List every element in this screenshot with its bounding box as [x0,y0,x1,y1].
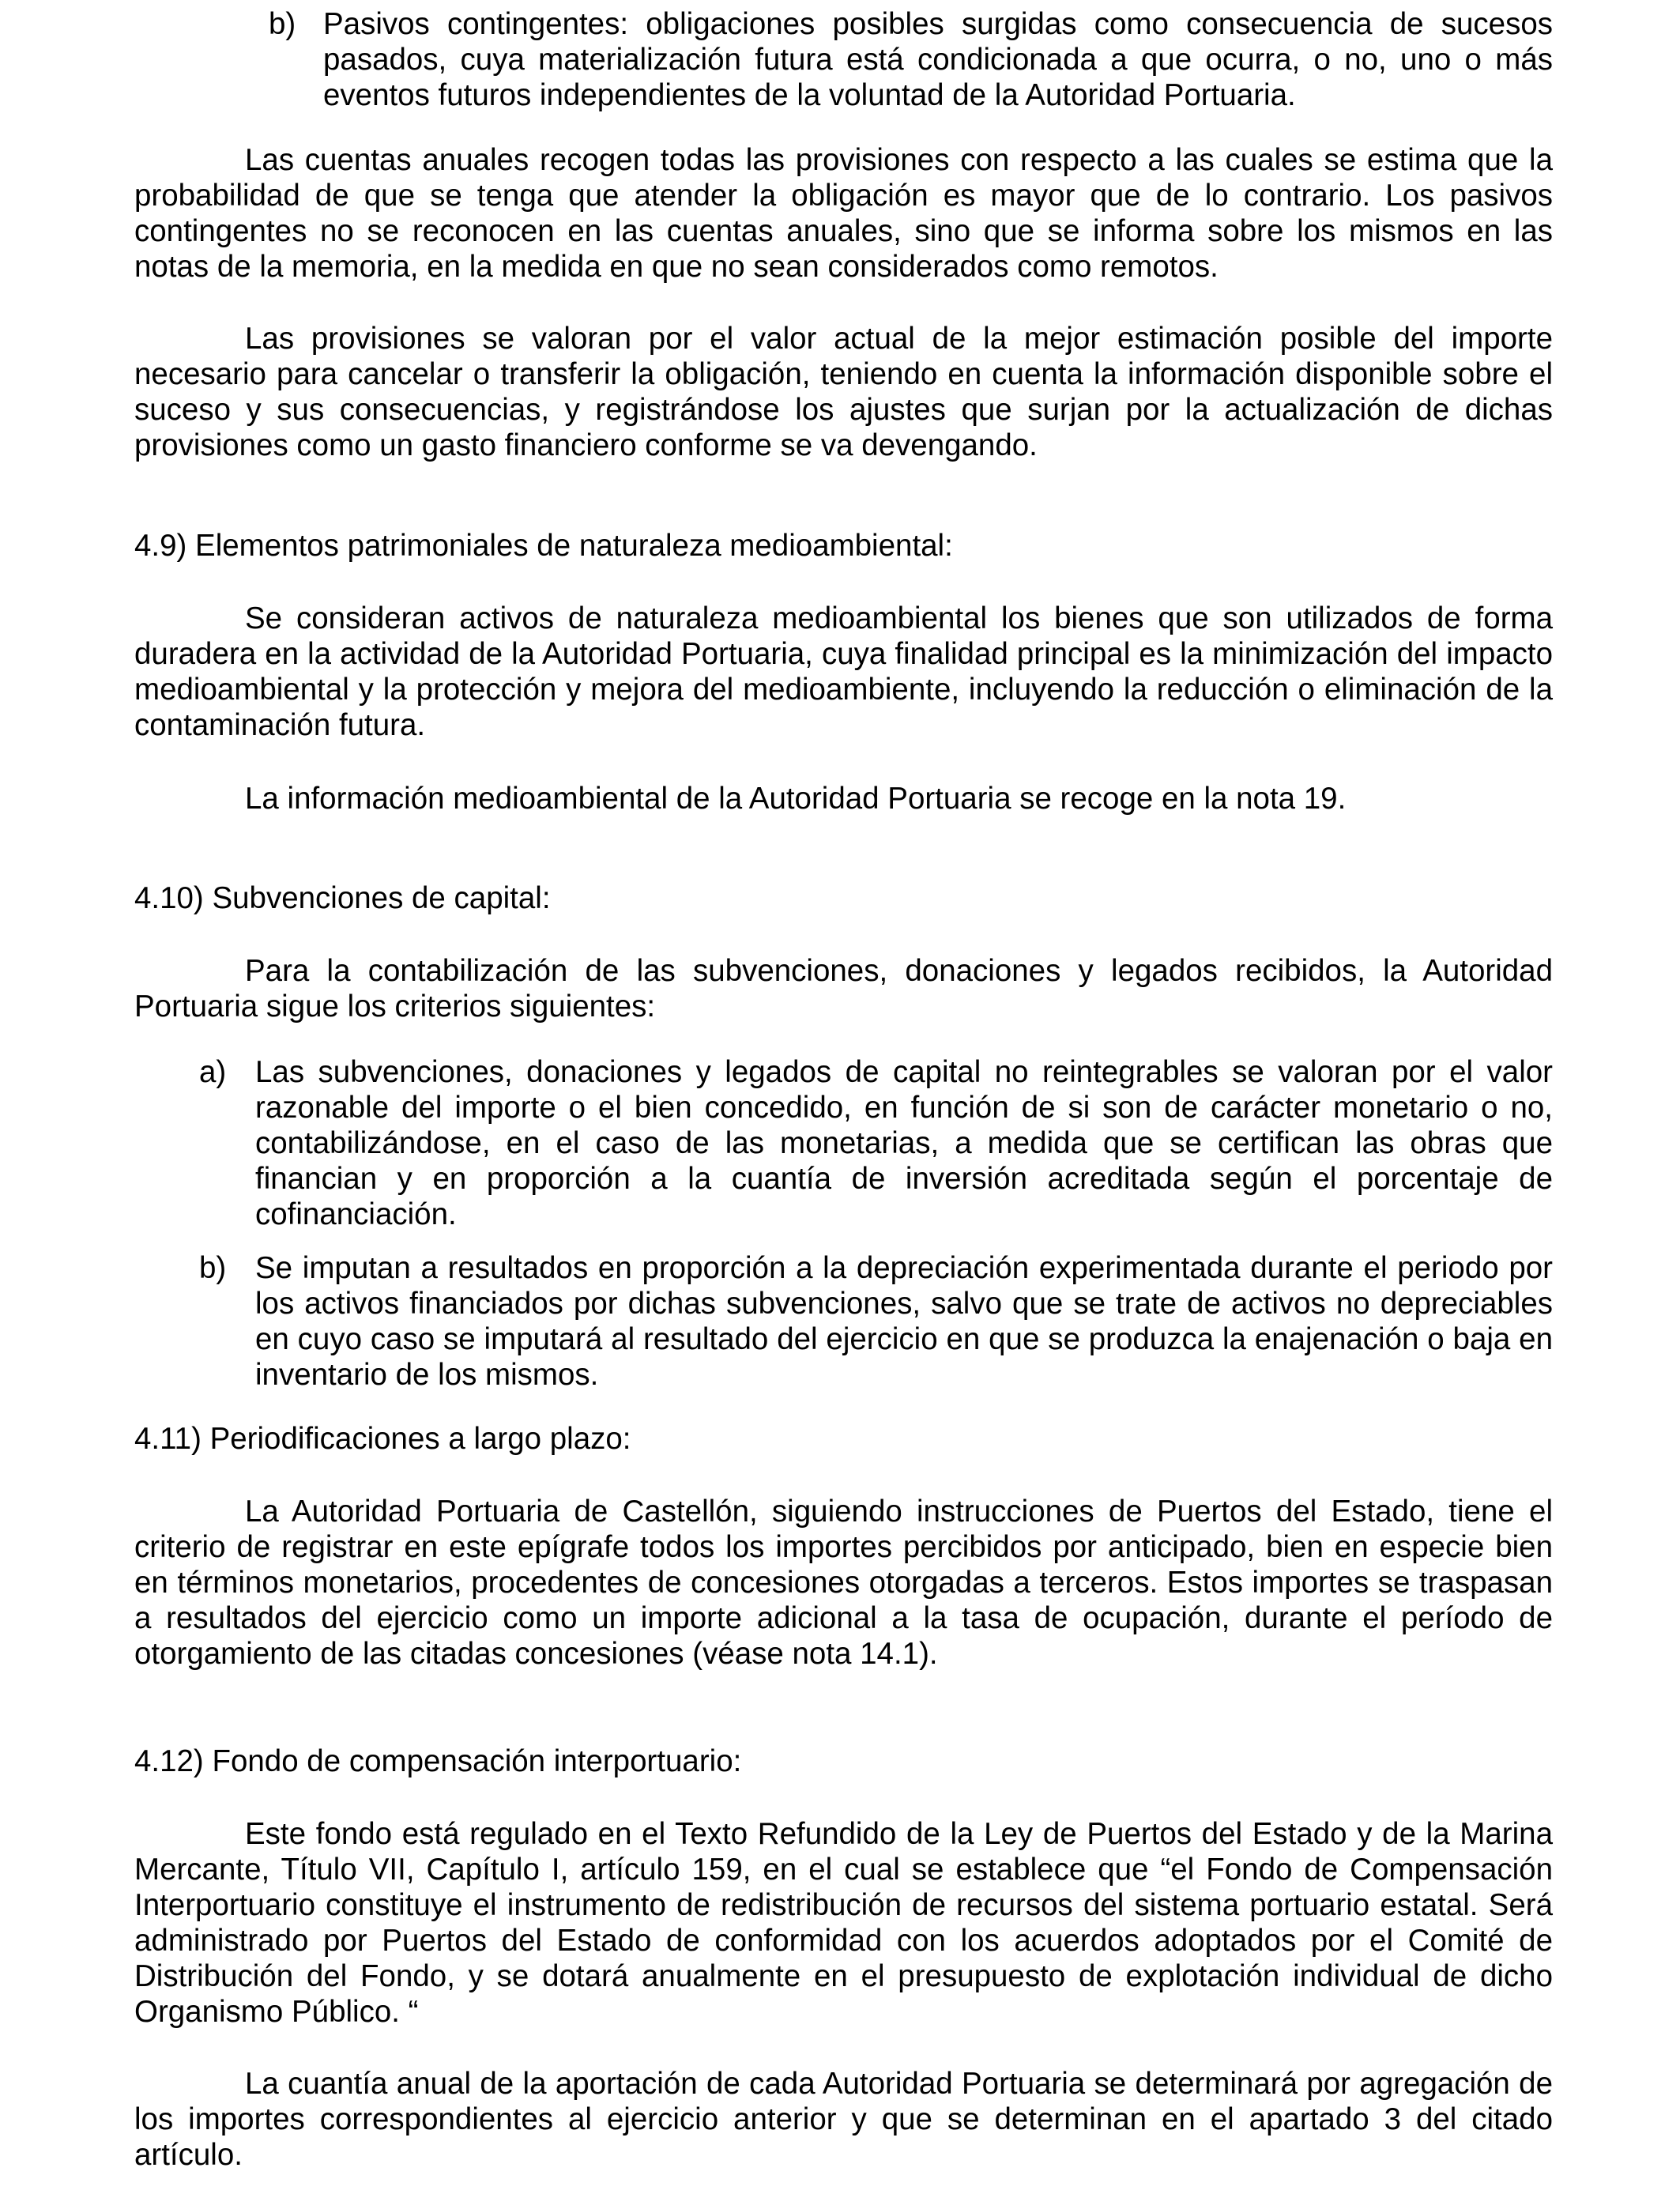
paragraph-provisiones-1: Las cuentas anuales recogen todas las provisiones con respecto a las cuales se estima que la probabilidad de que se tenga que atender la obligación es mayor que de lo contrario. Los pasivos contingentes no se reconocen en las cuentas anuales, sino que se informa sobre los mismos en las notas de la memoria, en la medida en que no sean considerados como remotos. [134,143,1553,284]
list-marker: b) [269,7,296,41]
paragraph-4-9-1: Se consideran activos de naturaleza medioambiental los bienes que son utilizados de forma duradera en la actividad de la Autoridad Portuaria, cuya finalidad principal es la minimización del impacto medioambiental y la protección y mejora del medioambiente, incluyendo la reducción o eliminación de la contaminación futura. [134,601,1553,742]
section-heading-4-12: 4.12) Fondo de compensación interportuario: [134,1744,742,1778]
section-heading-4-10: 4.10) Subvenciones de capital: [134,881,551,915]
list-item-pasivos-contingentes [269,6,1553,113]
list-marker: b) [199,1251,227,1285]
paragraph-4-12-1: Este fondo está regulado en el Texto Refundido de la Ley de Puertos del Estado y de la Marina Mercante, Título VII, Capítulo I, artículo 159, en el cual se establece que “el Fondo de Compensación Interportuario constituye el instrumento de redistribución de recursos del sistema portuario estatal. Será administrado por Puertos del Estado de conformidad con los acuerdos adoptados por el Comité de Distribución del Fondo, y se dotará anualmente en el presupuesto de explotación individual de dicho Organismo Público. “ [134,1817,1553,2029]
list-item-text: Pasivos contingentes: obligaciones posibles surgidas como consecuencia de sucesos pasados, cuya materialización futura está condicionada a que ocurra, o no, uno o más eventos futuros independientes de la voluntad de la Autoridad Portuaria. [323,7,1553,112]
paragraph-4-11-1: La Autoridad Portuaria de Castellón, siguiendo instrucciones de Puertos del Estado, tiene el criterio de registrar en este epígrafe todos los importes percibidos por anticipado, bien en especie bien en términos monetarios, procedentes de concesiones otorgadas a terceros. Estos importes se traspasan a resultados del ejercicio como un importe adicional a la tasa de ocupación, durante el período de otorgamiento de las citadas concesiones (véase nota 14.1). [134,1495,1553,1671]
paragraph-4-10-1: Para la contabilización de las subvenciones, donaciones y legados recibidos, la Autoridad Portuaria sigue los criterios siguientes: [134,954,1553,1023]
section-heading-4-11: 4.11) Periodificaciones a largo plazo: [134,1422,631,1456]
list-marker: a) [199,1055,227,1089]
list-item-text: Se imputan a resultados en proporción a la depreciación experimentada durante el periodo por los activos financiados por dichas subvenciones, salvo que se trate de activos no depreciables en cuyo caso se imputará al resultado del ejercicio en que se produzca la enajenación o baja en inventario de los mismos. [255,1251,1553,1392]
list-item-b [199,1250,1553,1393]
paragraph-provisiones-2: Las provisiones se valoran por el valor actual de la mejor estimación posible del importe necesario para cancelar o transferir la obligación, teniendo en cuenta la información disponible sobre el suceso y sus consecuencias, y registrándose los ajustes que surjan por la actualización de dichas provisiones como un gasto financiero conforme se va devengando. [134,322,1553,462]
list-item-text: Las subvenciones, donaciones y legados de capital no reintegrables se valoran por el valor razonable del importe o el bien concedido, en función de si son de carácter monetario o no, contabilizándose, en el caso de las monetarias, a medida que se certifican las obras que financian y en proporción a la cuantía de inversión acreditada según el porcentaje de cofinanciación. [255,1055,1553,1231]
paragraph-4-9-2: La información medioambiental de la Autoridad Portuaria se recoge en la nota 19. [245,782,1347,816]
list-item-a [199,1054,1553,1232]
section-heading-4-9: 4.9) Elementos patrimoniales de naturaleza medioambiental: [134,529,953,563]
paragraph-4-12-2: La cuantía anual de la aportación de cada Autoridad Portuaria se determinará por agregación de los importes correspondientes al ejercicio anterior y que se determinan en el apartado 3 del citado artículo. [134,2067,1553,2172]
